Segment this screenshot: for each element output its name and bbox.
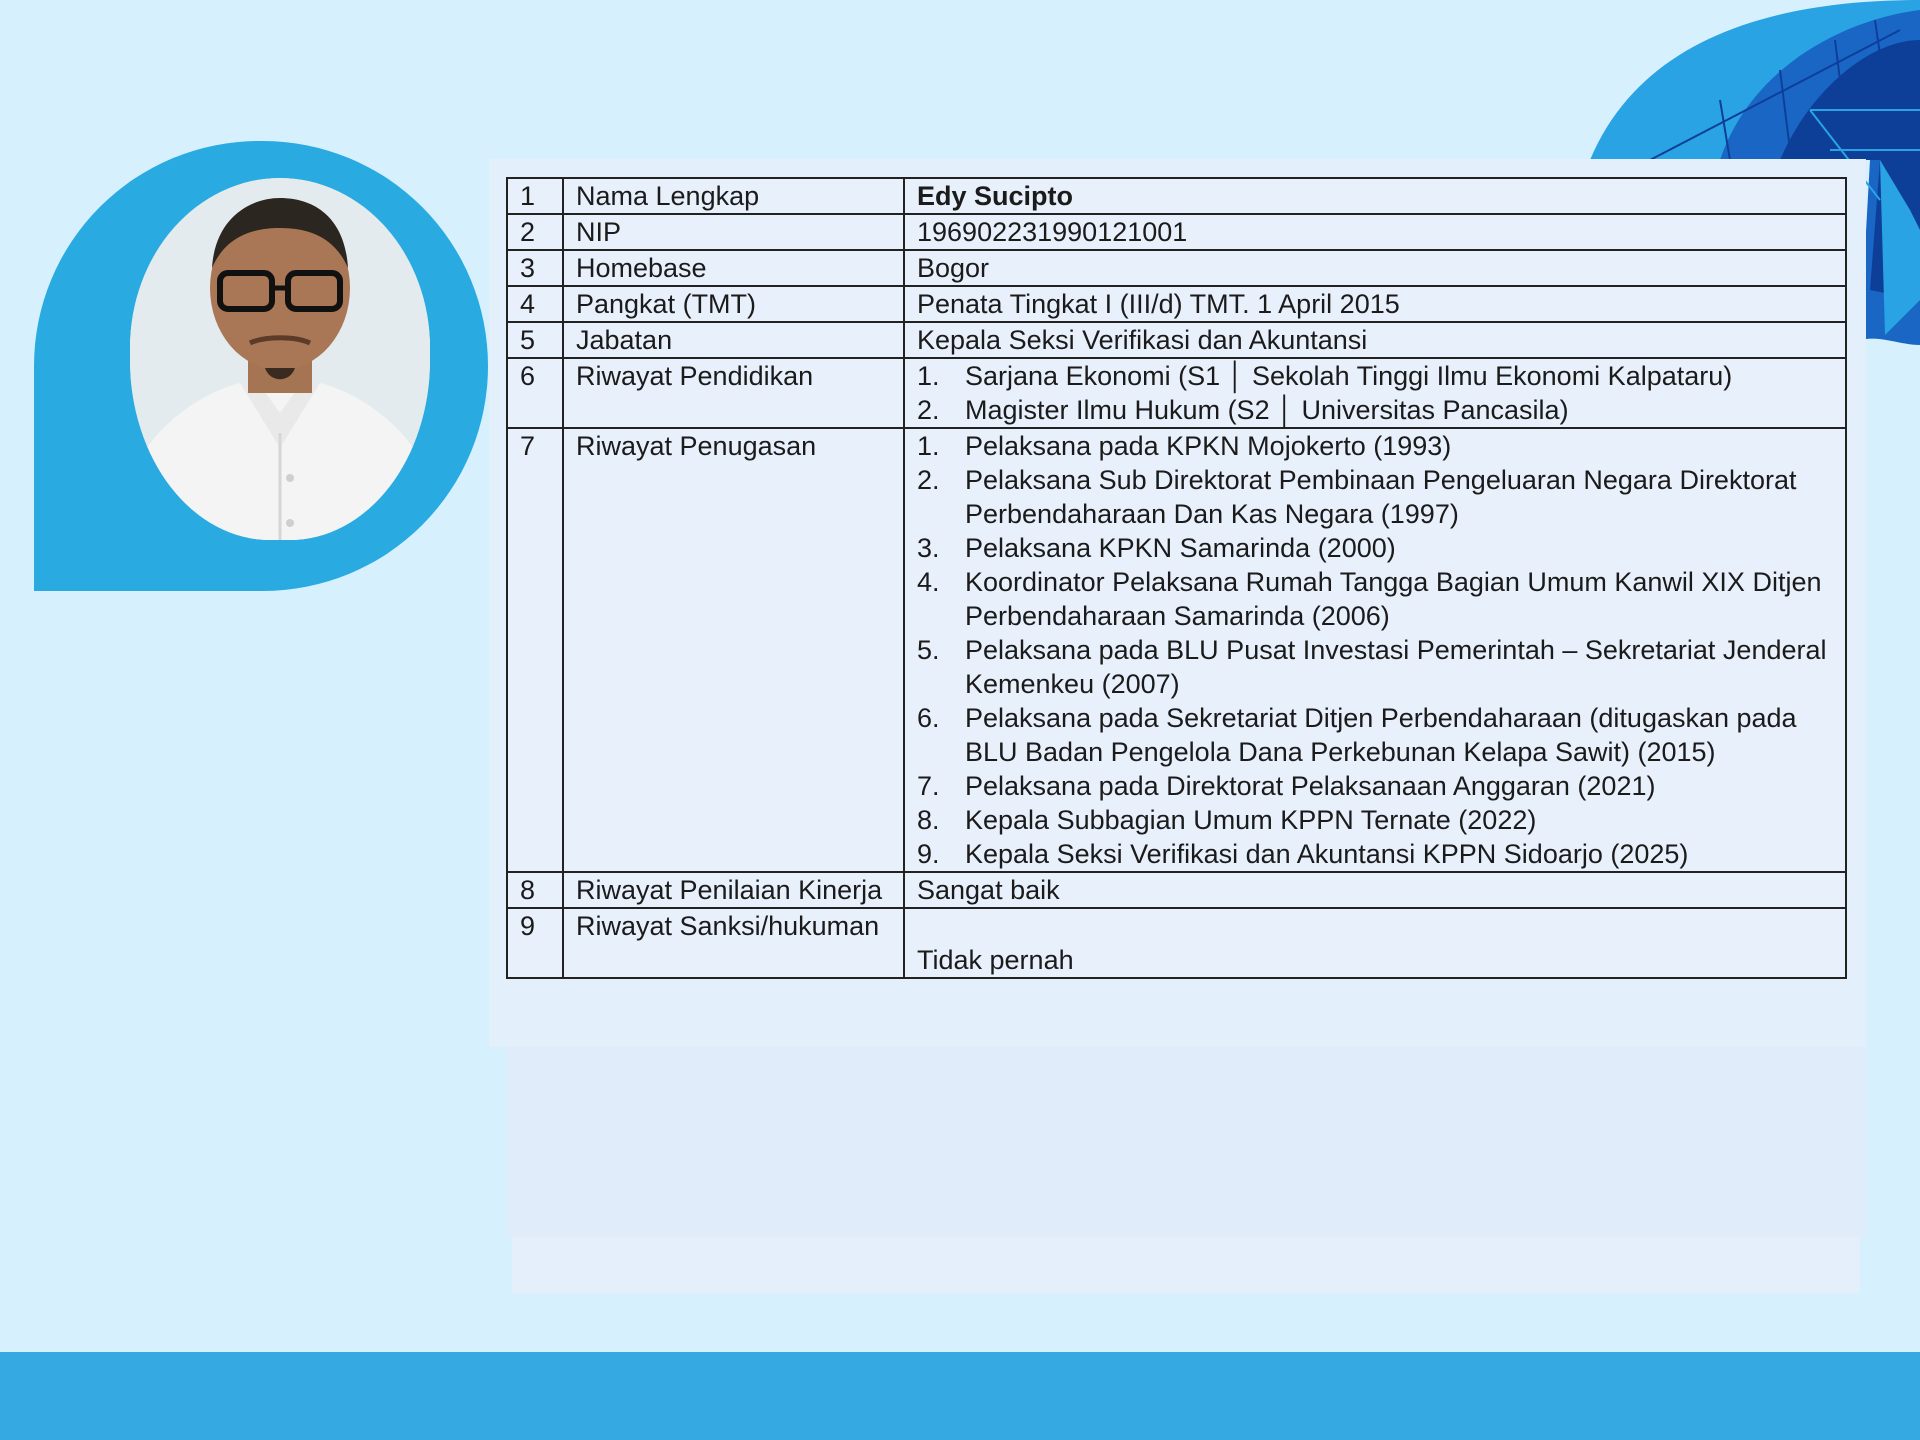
row-number: 1 (507, 178, 563, 214)
document-panel-footer (512, 1237, 1860, 1293)
list-text: Pelaksana Sub Direktorat Pembinaan Pengeluaran Negara Direktorat Perbendaharaan Dan Kas Negara (1997) (965, 465, 1797, 529)
list-item (917, 565, 1833, 633)
list-item (917, 769, 1833, 803)
table-row (507, 358, 1846, 428)
biodata-table (506, 177, 1847, 979)
list-item (917, 359, 1833, 393)
list-number: 2. (917, 465, 940, 495)
list-text: Pelaksana KPKN Samarinda (2000) (965, 533, 1396, 563)
list-number: 9. (917, 839, 940, 869)
row-number: 4 (507, 286, 563, 322)
list-number: 2. (917, 395, 940, 425)
row-number: 2 (507, 214, 563, 250)
field-label: Riwayat Pendidikan (563, 358, 904, 428)
list-text: Pelaksana pada Direktorat Pelaksanaan Anggaran (2021) (965, 771, 1656, 801)
list-number: 7. (917, 771, 940, 801)
list-number: 1. (917, 431, 940, 461)
row-number: 7 (507, 428, 563, 872)
full-name-value: Edy Sucipto (904, 178, 1846, 214)
list-item (917, 837, 1833, 871)
row-number: 6 (507, 358, 563, 428)
field-label: Pangkat (TMT) (563, 286, 904, 322)
assignment-list-cell (904, 428, 1846, 872)
field-label: Jabatan (563, 322, 904, 358)
list-item (917, 633, 1833, 701)
row-number: 3 (507, 250, 563, 286)
list-item (917, 701, 1833, 769)
performance-value: Sangat baik (904, 872, 1846, 908)
list-number: 6. (917, 703, 940, 733)
table-row (507, 214, 1846, 250)
list-text: Pelaksana pada Sekretariat Ditjen Perbendaharaan (ditugaskan pada BLU Badan Pengelola Dana Perkebunan Kelapa Sawit) (2015) (965, 703, 1797, 767)
list-item (917, 463, 1833, 531)
row-number: 9 (507, 908, 563, 978)
list-item (917, 803, 1833, 837)
list-text: Pelaksana pada BLU Pusat Investasi Pemerintah – Sekretariat Jenderal Kemenkeu (2007) (965, 635, 1827, 699)
list-item (917, 429, 1833, 463)
table-row (507, 322, 1846, 358)
list-number: 5. (917, 635, 940, 665)
table-row (507, 178, 1846, 214)
field-label: Riwayat Sanksi/hukuman (563, 908, 904, 978)
table-row (507, 908, 1846, 978)
list-text: Magister Ilmu Hukum (S2 │ Universitas Pancasila) (965, 395, 1569, 425)
table-row (507, 428, 1846, 872)
list-text: Kepala Seksi Verifikasi dan Akuntansi KPPN Sidoarjo (2025) (965, 839, 1689, 869)
list-number: 4. (917, 567, 940, 597)
list-item (917, 393, 1833, 427)
sanction-value: Tidak pernah (904, 908, 1846, 978)
row-number: 8 (507, 872, 563, 908)
field-label: Riwayat Penugasan (563, 428, 904, 872)
document-panel-lower (507, 1047, 1866, 1237)
assignment-list (917, 429, 1833, 871)
list-number: 8. (917, 805, 940, 835)
position-value: Kepala Seksi Verifikasi dan Akuntansi (904, 322, 1846, 358)
bottom-band (0, 1352, 1920, 1440)
list-text: Pelaksana pada KPKN Mojokerto (1993) (965, 431, 1452, 461)
field-label: Riwayat Penilaian Kinerja (563, 872, 904, 908)
rank-value: Penata Tingkat I (III/d) TMT. 1 April 2015 (904, 286, 1846, 322)
homebase-value: Bogor (904, 250, 1846, 286)
profile-photo (130, 178, 430, 540)
row-number: 5 (507, 322, 563, 358)
list-text: Sarjana Ekonomi (S1 │ Sekolah Tinggi Ilmu Ekonomi Kalpataru) (965, 361, 1733, 391)
nip-value: 196902231990121001 (904, 214, 1846, 250)
list-number: 1. (917, 361, 940, 391)
education-list-cell (904, 358, 1846, 428)
list-text: Kepala Subbagian Umum KPPN Ternate (2022) (965, 805, 1537, 835)
field-label: Nama Lengkap (563, 178, 904, 214)
table-row (507, 250, 1846, 286)
field-label: Homebase (563, 250, 904, 286)
table-row (507, 872, 1846, 908)
field-label: NIP (563, 214, 904, 250)
table-row (507, 286, 1846, 322)
list-item (917, 531, 1833, 565)
list-number: 3. (917, 533, 940, 563)
list-text: Koordinator Pelaksana Rumah Tangga Bagian Umum Kanwil XIX Ditjen Perbendaharaan Samarinda (2006) (965, 567, 1822, 631)
education-list (917, 359, 1833, 427)
